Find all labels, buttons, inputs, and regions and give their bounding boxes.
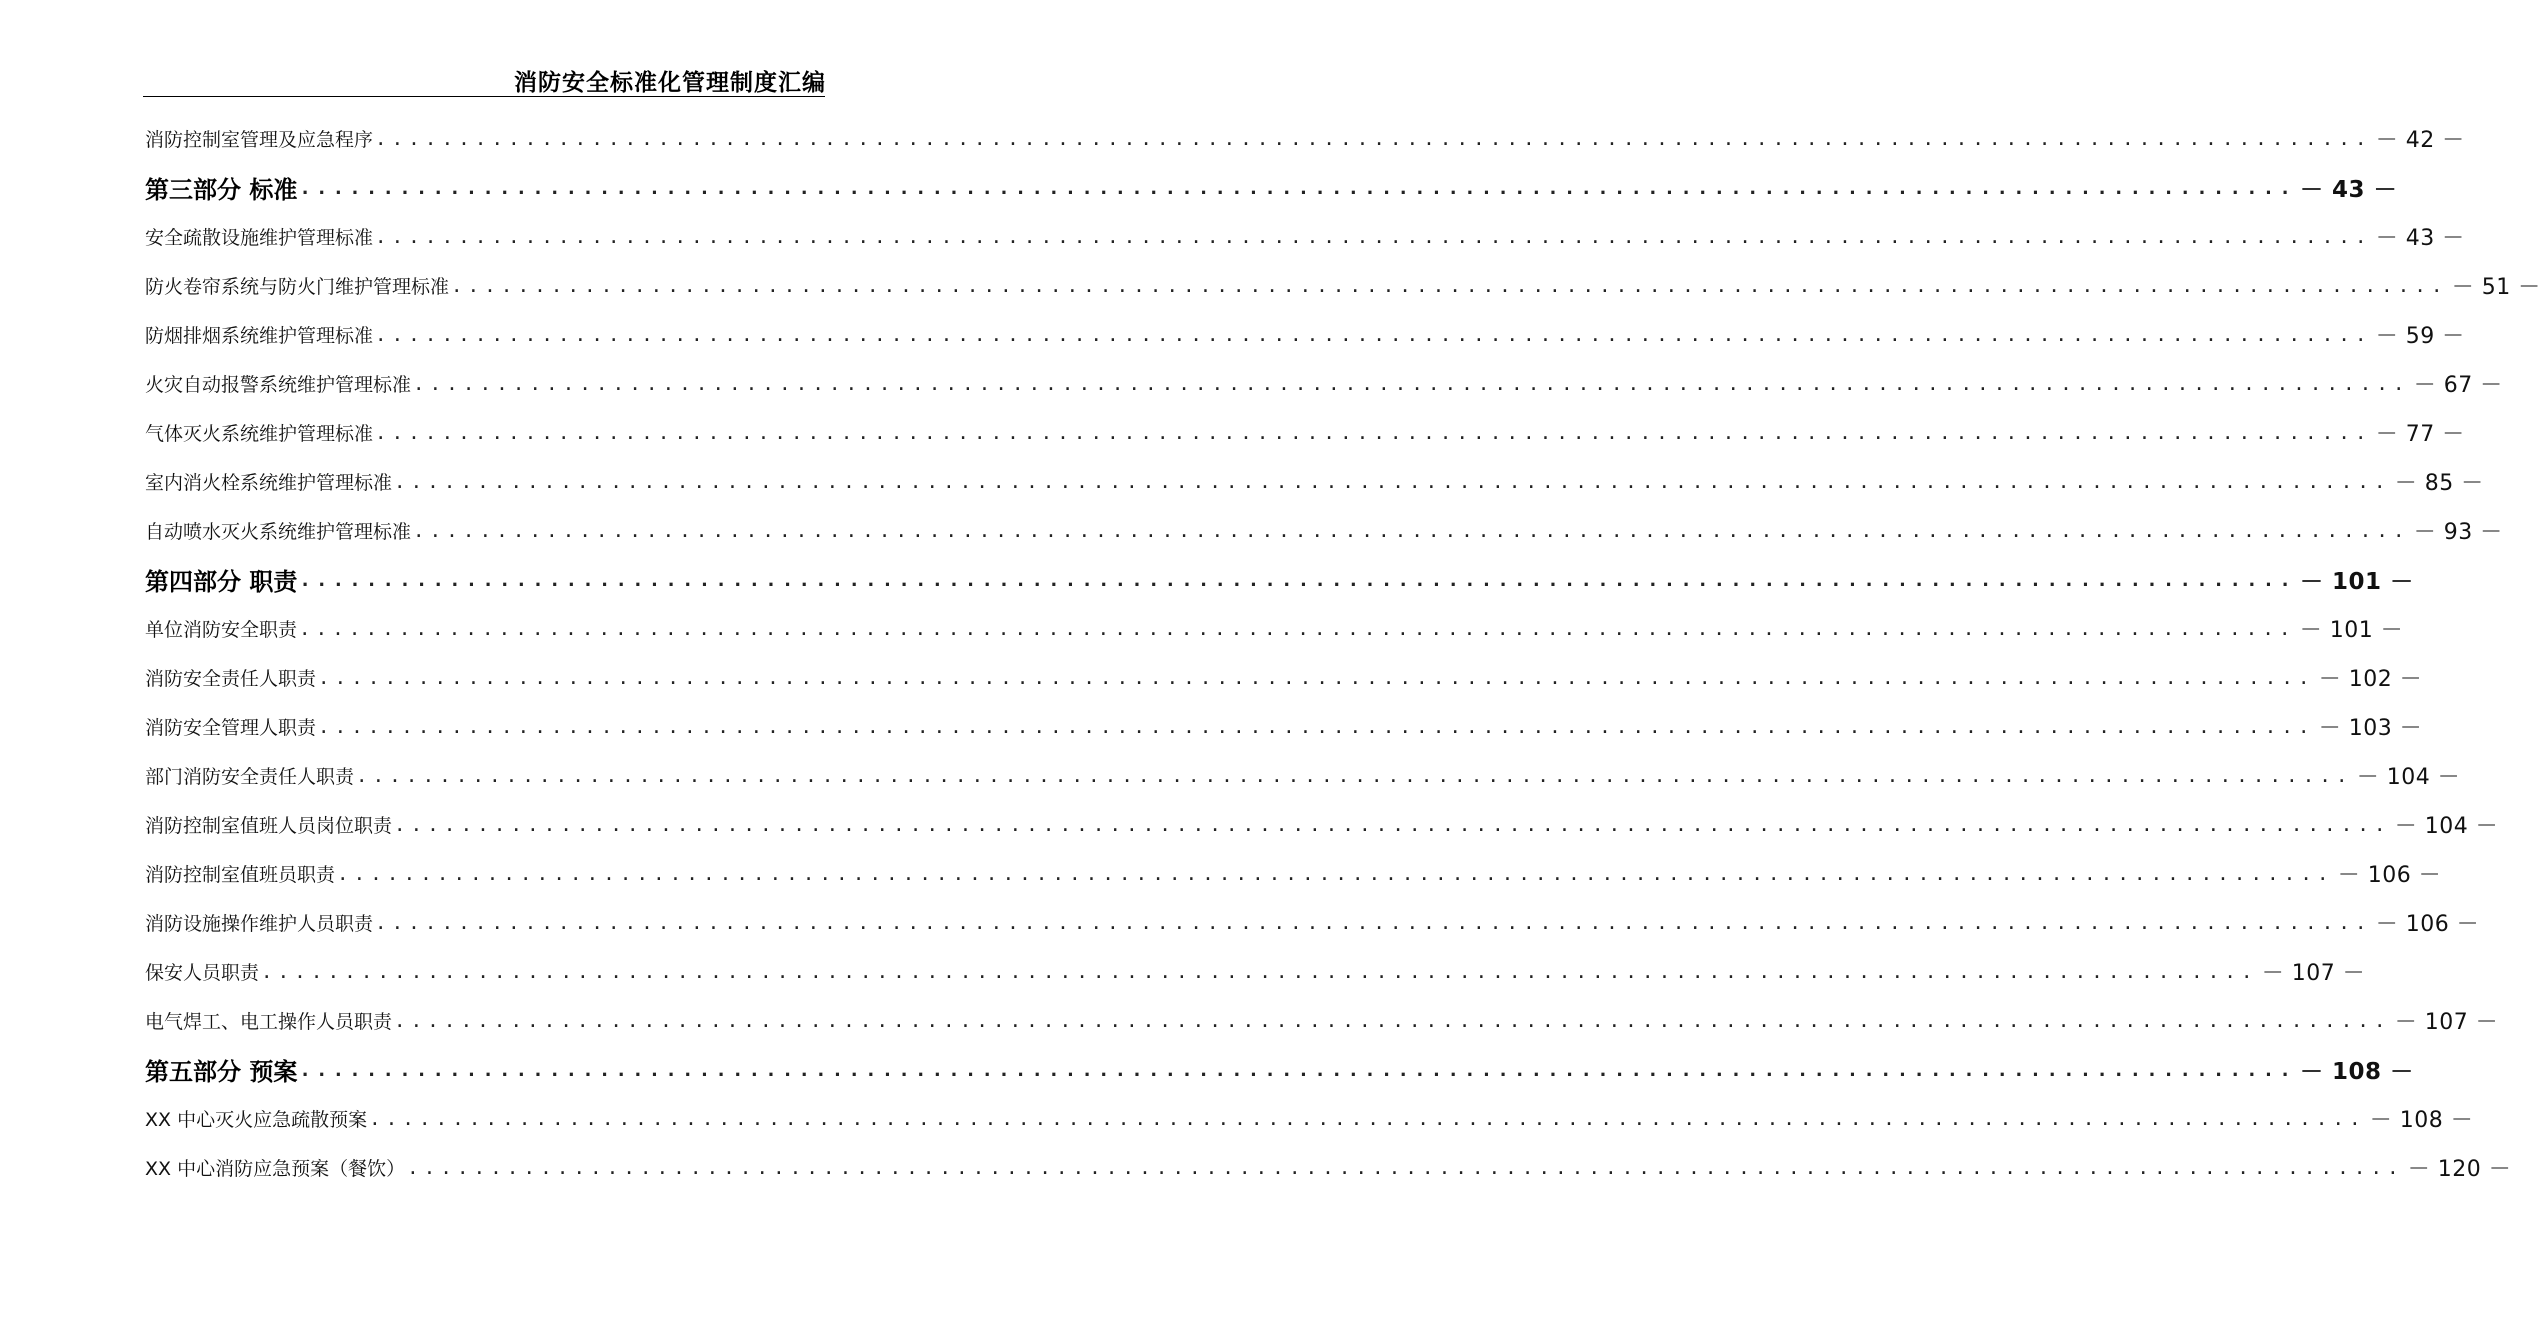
toc-dot-leader: ........................................................................................................................ (375, 225, 2372, 248)
toc-entry[interactable] (145, 653, 2423, 702)
toc-page-number: － 102 － (2318, 667, 2423, 692)
toc-entry-label: 电气焊工、电工操作人员职责 (145, 1011, 393, 1033)
toc-page-number: － 59 － (2375, 324, 2465, 349)
toc-dot-leader: ........................................................................................................................ (299, 617, 2296, 640)
toc-dot-leader: ........................................................................................................................ (299, 568, 2297, 591)
toc-dot-leader: ........................................................................................................................ (369, 1107, 2366, 1130)
toc-entry[interactable] (145, 261, 2541, 310)
toc-page-number: － 108 － (2300, 1059, 2414, 1085)
toc-entry-label: XX 中心灭火应急疏散预案 (145, 1109, 368, 1131)
toc-page-number: － 101 － (2299, 618, 2404, 643)
toc-entry[interactable] (145, 212, 2465, 261)
toc-page-number: － 43 － (2375, 226, 2465, 251)
toc-dot-leader: ........................................................................................................................ (299, 176, 2297, 199)
header-rule (143, 96, 825, 97)
toc-entry-label: 火灾自动报警系统维护管理标准 (145, 374, 412, 396)
toc-page-number: － 108 － (2369, 1108, 2474, 1133)
toc-entry[interactable] (145, 114, 2465, 163)
toc-entry-label: 消防控制室值班人员岗位职责 (145, 815, 393, 837)
toc-entry[interactable] (145, 751, 2461, 800)
toc-dot-leader: ........................................................................................................................ (375, 421, 2372, 444)
toc-dot-leader: ........................................................................................................................ (451, 274, 2448, 297)
toc-page-number: － 104 － (2394, 814, 2499, 839)
toc-dot-leader: ........................................................................................................................ (299, 1058, 2297, 1081)
toc-entry-label: 防火卷帘系统与防火门维护管理标准 (145, 276, 450, 298)
toc-part-heading[interactable] (145, 163, 2398, 212)
toc-page-number: － 101 － (2300, 569, 2414, 595)
toc-entry-label: 保安人员职责 (145, 962, 260, 984)
toc-entry[interactable] (145, 506, 2503, 555)
toc-entry[interactable] (145, 604, 2404, 653)
toc-page-number: － 67 － (2413, 373, 2503, 398)
toc-page-number: － 104 － (2356, 765, 2461, 790)
toc-entry-label: 单位消防安全职责 (145, 619, 298, 641)
toc-page-number: － 106 － (2375, 912, 2480, 937)
toc-page-number: － 106 － (2337, 863, 2442, 888)
toc-page-number: － 107 － (2261, 961, 2366, 986)
toc-dot-leader: ........................................................................................................................ (261, 960, 2258, 983)
toc-entry-label: 消防设施操作维护人员职责 (145, 913, 374, 935)
toc-page-number: － 107 － (2394, 1010, 2499, 1035)
toc-entry-label: 安全疏散设施维护管理标准 (145, 227, 374, 249)
toc-dot-leader: ........................................................................................................................ (413, 372, 2410, 395)
toc-entry-label: 防烟排烟系统维护管理标准 (145, 325, 374, 347)
toc-entry[interactable] (145, 996, 2499, 1045)
toc-entry[interactable] (145, 359, 2503, 408)
toc-entry[interactable] (145, 1094, 2474, 1143)
toc-entry-label: 第三部分 标准 (145, 176, 298, 204)
toc-entry-label: 自动喷水灭火系统维护管理标准 (145, 521, 412, 543)
toc-dot-leader: ........................................................................................................................ (356, 764, 2353, 787)
toc-entry[interactable] (145, 947, 2366, 996)
toc-entry-label: 消防安全责任人职责 (145, 668, 317, 690)
toc-part-heading[interactable] (145, 1045, 2414, 1094)
toc-page-number: － 43 － (2300, 177, 2398, 203)
toc-entry[interactable] (145, 849, 2442, 898)
document-header-title: 消防安全标准化管理制度汇编 (514, 70, 826, 96)
table-of-contents (145, 114, 2541, 1192)
toc-entry[interactable] (145, 800, 2499, 849)
toc-entry-label: 消防控制室值班员职责 (145, 864, 336, 886)
toc-page-number: － 42 － (2375, 128, 2465, 153)
toc-dot-leader: ........................................................................................................................ (375, 911, 2372, 934)
toc-entry-label: 气体灭火系统维护管理标准 (145, 423, 374, 445)
toc-page-number: － 103 － (2318, 716, 2423, 741)
toc-entry-label: 部门消防安全责任人职责 (145, 766, 355, 788)
toc-dot-leader: ........................................................................................................................ (337, 862, 2334, 885)
toc-dot-leader: ........................................................................................................................ (318, 666, 2315, 689)
toc-entry-label: 消防安全管理人职责 (145, 717, 317, 739)
toc-page-number: － 85 － (2394, 471, 2484, 496)
toc-dot-leader: ........................................................................................................................ (375, 323, 2372, 346)
toc-entry-label: 第四部分 职责 (145, 568, 298, 596)
toc-entry[interactable] (145, 898, 2480, 947)
toc-entry[interactable] (145, 1143, 2512, 1192)
toc-dot-leader: ........................................................................................................................ (394, 1009, 2391, 1032)
toc-page-number: － 120 － (2407, 1157, 2512, 1182)
toc-entry-label: 消防控制室管理及应急程序 (145, 129, 374, 151)
toc-page-number: － 77 － (2375, 422, 2465, 447)
toc-part-heading[interactable] (145, 555, 2414, 604)
toc-dot-leader: ........................................................................................................................ (394, 470, 2391, 493)
toc-dot-leader: ........................................................................................................................ (375, 127, 2372, 150)
toc-entry-label: XX 中心消防应急预案（餐饮） (145, 1158, 406, 1180)
toc-entry-label: 第五部分 预案 (145, 1058, 298, 1086)
toc-dot-leader: ........................................................................................................................ (413, 519, 2410, 542)
toc-dot-leader: ........................................................................................................................ (318, 715, 2315, 738)
toc-entry[interactable] (145, 310, 2465, 359)
toc-dot-leader: ........................................................................................................................ (407, 1156, 2404, 1179)
toc-entry[interactable] (145, 457, 2484, 506)
toc-page-number: － 93 － (2413, 520, 2503, 545)
toc-dot-leader: ........................................................................................................................ (394, 813, 2391, 836)
toc-entry[interactable] (145, 702, 2423, 751)
toc-page-number: － 51 － (2451, 275, 2541, 300)
toc-entry[interactable] (145, 408, 2465, 457)
toc-entry-label: 室内消火栓系统维护管理标准 (145, 472, 393, 494)
